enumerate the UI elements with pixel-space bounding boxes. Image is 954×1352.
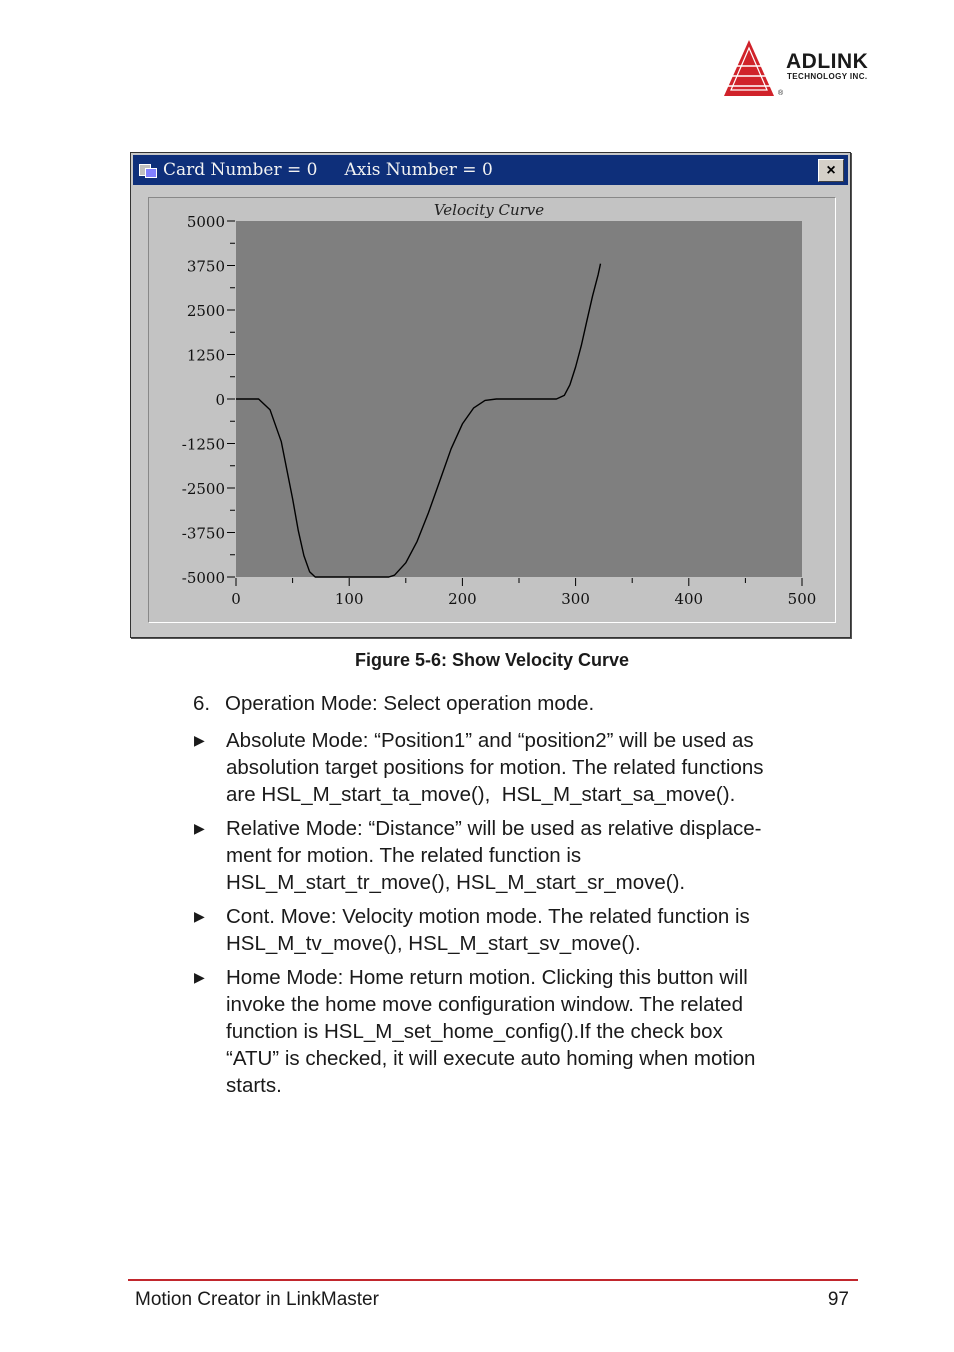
numbered-item	[193, 690, 833, 717]
bullet-text	[226, 964, 833, 1099]
bullet-item	[193, 964, 833, 1099]
x-tick-label: 300	[561, 590, 590, 608]
app-window-icon	[139, 162, 157, 178]
bullet-line: are HSL_M_start_ta_move(), HSL_M_start_sa_move().	[226, 783, 736, 806]
bullet-arrow-icon: ▶	[194, 969, 205, 985]
logo-subtitle: TECHNOLOGY INC.	[787, 72, 868, 81]
bullet-line: Home Mode: Home return motion. Clicking this button will	[226, 966, 748, 989]
bullet-item	[193, 815, 833, 896]
company-logo	[722, 38, 912, 100]
bullet-item	[193, 903, 833, 957]
y-tick-label: 2500	[186, 302, 225, 320]
x-tick-label: 200	[448, 590, 477, 608]
figure-caption: Figure 5-6: Show Velocity Curve	[354, 650, 630, 670]
x-tick-label: 100	[334, 590, 364, 608]
bullet-line: Absolute Mode: “Position1” and “position2” will be used as	[226, 729, 754, 752]
body-text	[193, 690, 833, 1106]
y-tick-label: 3750	[186, 257, 225, 276]
y-tick-label: 5000	[186, 213, 225, 231]
bullet-line: starts.	[226, 1074, 282, 1097]
bullet-arrow-icon: ▶	[194, 820, 205, 836]
x-tick-label: 0	[231, 590, 241, 608]
item-text: Operation Mode: Select operation mode.	[225, 692, 595, 715]
x-tick-label: 500	[787, 590, 817, 608]
bullet-line: “ATU” is checked, it will execute auto homing when motion	[226, 1047, 756, 1070]
y-tick-label: -3750	[181, 524, 225, 543]
footer-rule	[128, 1279, 858, 1281]
bullet-text	[226, 903, 833, 957]
y-tick-label: 0	[215, 391, 225, 409]
bullet-line: function is HSL_M_set_home_config().If the check box	[226, 1020, 723, 1043]
y-tick-label: -1250	[181, 435, 225, 454]
velocity-chart	[149, 198, 835, 622]
bullet-arrow-icon: ▶	[194, 732, 205, 748]
bullet-line: absolution target positions for motion. The related functions	[226, 756, 764, 779]
logo-registered: ®	[778, 90, 784, 97]
chart-title: Velocity Curve	[433, 201, 545, 219]
y-tick-label: 1250	[186, 346, 225, 365]
y-tick-label: -2500	[181, 480, 225, 498]
bullet-text	[226, 727, 833, 808]
page-number: 97	[827, 1289, 849, 1310]
bullet-item	[193, 727, 833, 808]
bullet-line: invoke the home move configuration window. The related	[226, 993, 743, 1016]
bullet-line: HSL_M_tv_move(), HSL_M_start_sv_move().	[226, 932, 641, 955]
y-tick-label: -5000	[181, 569, 225, 587]
window-titlebar[interactable]	[133, 155, 848, 185]
adlink-triangle-icon	[722, 38, 782, 100]
window-title: Card Number = 0 Axis Number = 0	[163, 160, 493, 180]
bullet-arrow-icon: ▶	[194, 908, 205, 924]
footer-section-title: Motion Creator in LinkMaster	[135, 1289, 379, 1310]
velocity-window	[130, 152, 851, 638]
bullet-line: Cont. Move: Velocity motion mode. The related function is	[226, 905, 750, 928]
chart-panel	[148, 197, 836, 623]
close-button[interactable]: ×	[818, 159, 844, 182]
x-tick-label: 400	[674, 590, 704, 608]
bullet-line: Relative Mode: “Distance” will be used as relative displace-	[226, 817, 762, 840]
bullet-line: HSL_M_start_tr_move(), HSL_M_start_sr_move().	[226, 871, 686, 894]
item-number: 6.	[193, 692, 211, 715]
logo-brand: ADLINK	[786, 50, 869, 73]
bullet-text	[226, 815, 833, 896]
bullet-line: ment for motion. The related function is	[226, 844, 582, 867]
